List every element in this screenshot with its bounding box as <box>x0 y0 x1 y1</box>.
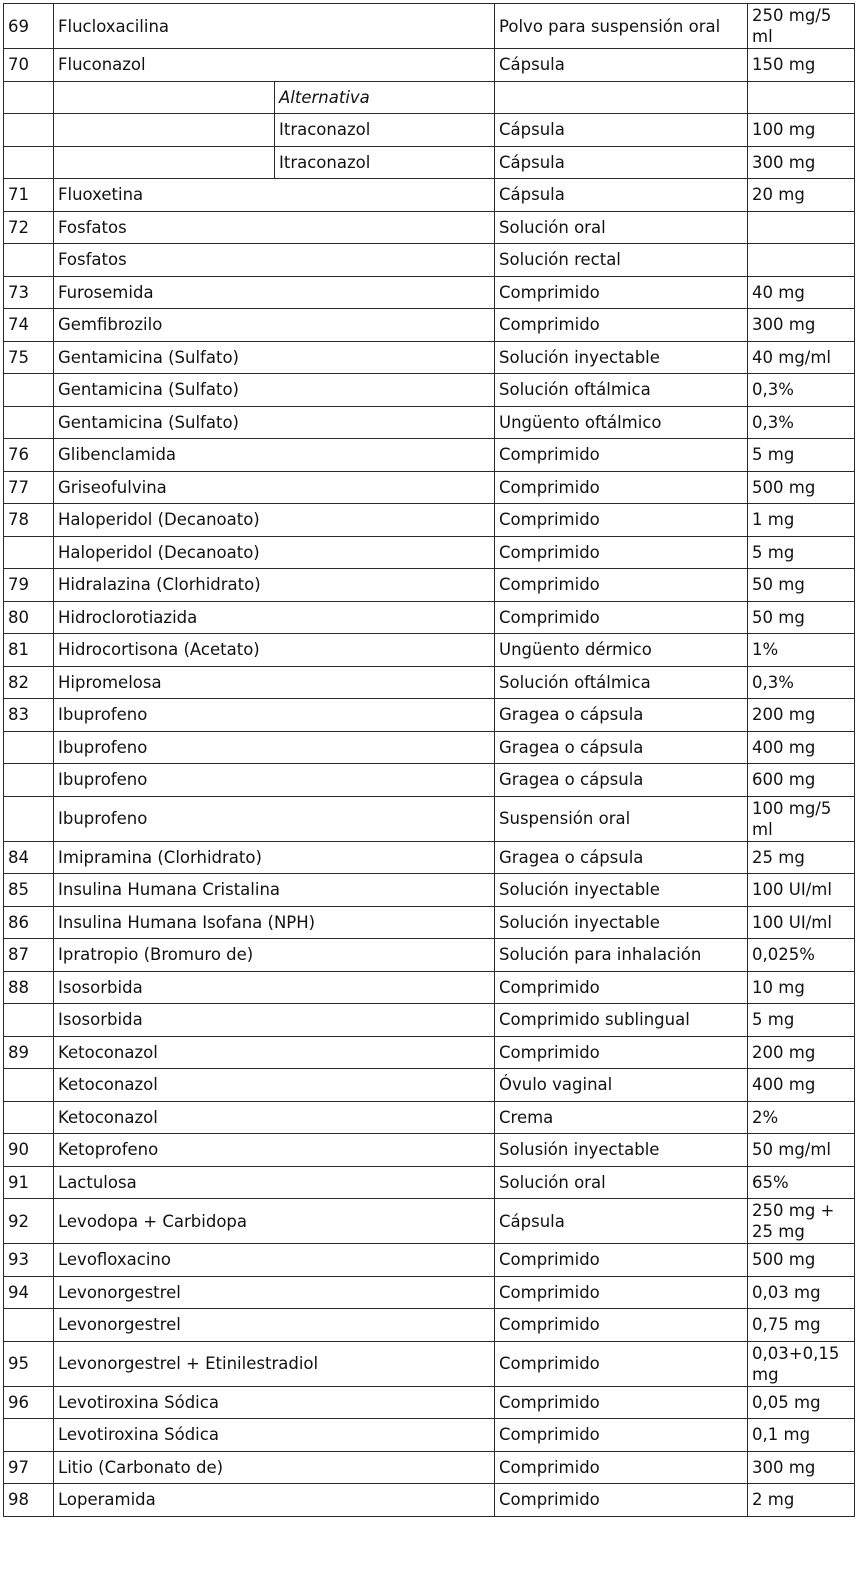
concentration-cell: 0,1 mg <box>748 1419 855 1452</box>
dosage-form-cell: Comprimido <box>495 1386 748 1419</box>
row-number-cell: 74 <box>4 309 54 342</box>
concentration-cell: 300 mg <box>748 1451 855 1484</box>
dosage-form-cell: Comprimido <box>495 309 748 342</box>
concentration-cell: 20 mg <box>748 179 855 212</box>
table-row <box>4 1484 855 1517</box>
medication-name-cell: Ibuprofeno <box>54 699 495 732</box>
dosage-form-cell: Cápsula <box>495 146 748 179</box>
medication-name-cell: Ketoconazol <box>54 1069 495 1102</box>
table-row <box>4 1341 855 1386</box>
row-number-cell <box>4 1069 54 1102</box>
row-number-cell: 96 <box>4 1386 54 1419</box>
name-cell <box>54 81 275 114</box>
dosage-form-cell: Comprimido <box>495 1451 748 1484</box>
medication-name-cell: Levofloxacino <box>54 1244 495 1277</box>
row-number-cell: 70 <box>4 49 54 82</box>
dosage-form-cell: Cápsula <box>495 1199 748 1244</box>
dosage-form-cell: Crema <box>495 1101 748 1134</box>
medication-name-cell: Levodopa + Carbidopa <box>54 1199 495 1244</box>
medication-name-cell: Litio (Carbonato de) <box>54 1451 495 1484</box>
dosage-form-cell: Comprimido <box>495 276 748 309</box>
concentration-cell: 0,3% <box>748 406 855 439</box>
dosage-form-cell: Comprimido <box>495 1484 748 1517</box>
row-number-cell: 75 <box>4 341 54 374</box>
dosage-form-cell: Comprimido sublingual <box>495 1004 748 1037</box>
concentration-cell: 150 mg <box>748 49 855 82</box>
row-number-cell <box>4 731 54 764</box>
row-number-cell: 87 <box>4 939 54 972</box>
concentration-cell: 200 mg <box>748 699 855 732</box>
row-number-cell: 84 <box>4 841 54 874</box>
dosage-form-cell: Ungüento dérmico <box>495 634 748 667</box>
row-number-cell: 85 <box>4 874 54 907</box>
concentration-cell: 5 mg <box>748 439 855 472</box>
row-number-cell <box>4 374 54 407</box>
medication-name-cell: Fosfatos <box>54 244 495 277</box>
table-row <box>4 146 855 179</box>
concentration-cell: 400 mg <box>748 1069 855 1102</box>
row-number-cell: 73 <box>4 276 54 309</box>
concentration-cell: 200 mg <box>748 1036 855 1069</box>
document-page <box>3 3 854 1517</box>
table-row <box>4 939 855 972</box>
medication-name-cell: Haloperidol (Decanoato) <box>54 536 495 569</box>
concentration-cell: 25 mg <box>748 841 855 874</box>
table-row <box>4 504 855 537</box>
dosage-form-cell: Solución inyectable <box>495 874 748 907</box>
row-number-cell <box>4 406 54 439</box>
dosage-form-cell: Gragea o cápsula <box>495 699 748 732</box>
table-row <box>4 731 855 764</box>
medication-name-cell: Hipromelosa <box>54 666 495 699</box>
table-row <box>4 1004 855 1037</box>
table-row <box>4 841 855 874</box>
row-number-cell <box>4 81 54 114</box>
row-number-cell: 80 <box>4 601 54 634</box>
alternative-cell: Itraconazol <box>275 146 495 179</box>
row-number-cell: 78 <box>4 504 54 537</box>
table-row <box>4 699 855 732</box>
table-row <box>4 634 855 667</box>
medication-name-cell: Ibuprofeno <box>54 796 495 841</box>
dosage-form-cell: Comprimido <box>495 1036 748 1069</box>
medication-name-cell: Levonorgestrel + Etinilestradiol <box>54 1341 495 1386</box>
row-number-cell <box>4 1004 54 1037</box>
medication-name-cell: Isosorbida <box>54 971 495 1004</box>
dosage-form-cell: Solución inyectable <box>495 906 748 939</box>
medication-name-cell: Ketoconazol <box>54 1036 495 1069</box>
concentration-cell: 250 mg/5 ml <box>748 4 855 49</box>
table-row <box>4 4 855 49</box>
medication-name-cell: Griseofulvina <box>54 471 495 504</box>
name-cell <box>54 114 275 147</box>
dosage-form-cell: Gragea o cápsula <box>495 841 748 874</box>
medication-table <box>3 3 855 1517</box>
medication-name-cell: Gentamicina (Sulfato) <box>54 406 495 439</box>
medication-name-cell: Ipratropio (Bromuro de) <box>54 939 495 972</box>
dosage-form-cell: Polvo para suspensión oral <box>495 4 748 49</box>
concentration-cell: 0,3% <box>748 374 855 407</box>
table-row <box>4 874 855 907</box>
concentration-cell: 0,05 mg <box>748 1386 855 1419</box>
table-row <box>4 341 855 374</box>
medication-name-cell: Insulina Humana Isofana (NPH) <box>54 906 495 939</box>
dosage-form-cell: Solución para inhalación <box>495 939 748 972</box>
concentration-cell: 600 mg <box>748 764 855 797</box>
table-row <box>4 536 855 569</box>
concentration-cell: 1 mg <box>748 504 855 537</box>
dosage-form-cell: Comprimido <box>495 439 748 472</box>
table-row <box>4 1199 855 1244</box>
table-row <box>4 1309 855 1342</box>
concentration-cell: 0,75 mg <box>748 1309 855 1342</box>
medication-name-cell: Fluoxetina <box>54 179 495 212</box>
table-row <box>4 1276 855 1309</box>
dosage-form-cell: Comprimido <box>495 1419 748 1452</box>
row-number-cell: 93 <box>4 1244 54 1277</box>
row-number-cell: 91 <box>4 1166 54 1199</box>
medication-name-cell: Glibenclamida <box>54 439 495 472</box>
concentration-cell: 300 mg <box>748 309 855 342</box>
table-row <box>4 244 855 277</box>
table-row <box>4 276 855 309</box>
row-number-cell <box>4 244 54 277</box>
dosage-form-cell <box>495 81 748 114</box>
dosage-form-cell: Solución oral <box>495 211 748 244</box>
row-number-cell <box>4 764 54 797</box>
medication-name-cell: Ibuprofeno <box>54 764 495 797</box>
dosage-form-cell: Solución oftálmica <box>495 374 748 407</box>
medication-name-cell: Levotiroxina Sódica <box>54 1386 495 1419</box>
table-row <box>4 1419 855 1452</box>
alternative-cell: Itraconazol <box>275 114 495 147</box>
dosage-form-cell: Gragea o cápsula <box>495 764 748 797</box>
concentration-cell: 400 mg <box>748 731 855 764</box>
dosage-form-cell: Óvulo vaginal <box>495 1069 748 1102</box>
row-number-cell <box>4 146 54 179</box>
alternative-cell: Alternativa <box>275 81 495 114</box>
row-number-cell <box>4 1309 54 1342</box>
concentration-cell <box>748 211 855 244</box>
medication-name-cell: Fosfatos <box>54 211 495 244</box>
concentration-cell: 500 mg <box>748 471 855 504</box>
dosage-form-cell: Comprimido <box>495 601 748 634</box>
table-row <box>4 81 855 114</box>
row-number-cell <box>4 536 54 569</box>
medication-name-cell: Loperamida <box>54 1484 495 1517</box>
dosage-form-cell: Comprimido <box>495 1309 748 1342</box>
row-number-cell: 95 <box>4 1341 54 1386</box>
dosage-form-cell: Comprimido <box>495 1341 748 1386</box>
medication-name-cell: Levonorgestrel <box>54 1276 495 1309</box>
table-row <box>4 439 855 472</box>
row-number-cell: 89 <box>4 1036 54 1069</box>
row-number-cell <box>4 1101 54 1134</box>
row-number-cell: 77 <box>4 471 54 504</box>
concentration-cell: 40 mg <box>748 276 855 309</box>
row-number-cell: 88 <box>4 971 54 1004</box>
table-row <box>4 764 855 797</box>
dosage-form-cell: Solución oral <box>495 1166 748 1199</box>
row-number-cell: 71 <box>4 179 54 212</box>
concentration-cell: 5 mg <box>748 536 855 569</box>
dosage-form-cell: Comprimido <box>495 569 748 602</box>
dosage-form-cell: Solución rectal <box>495 244 748 277</box>
concentration-cell: 250 mg + 25 mg <box>748 1199 855 1244</box>
concentration-cell: 50 mg/ml <box>748 1134 855 1167</box>
table-row <box>4 601 855 634</box>
name-cell <box>54 146 275 179</box>
row-number-cell: 72 <box>4 211 54 244</box>
table-row <box>4 406 855 439</box>
concentration-cell: 40 mg/ml <box>748 341 855 374</box>
concentration-cell: 2 mg <box>748 1484 855 1517</box>
concentration-cell: 65% <box>748 1166 855 1199</box>
table-row <box>4 1386 855 1419</box>
concentration-cell: 100 UI/ml <box>748 906 855 939</box>
dosage-form-cell: Comprimido <box>495 1276 748 1309</box>
dosage-form-cell: Suspensión oral <box>495 796 748 841</box>
concentration-cell: 100 mg/5 ml <box>748 796 855 841</box>
concentration-cell: 100 mg <box>748 114 855 147</box>
medication-name-cell: Imipramina (Clorhidrato) <box>54 841 495 874</box>
medication-name-cell: Hidroclorotiazida <box>54 601 495 634</box>
row-number-cell <box>4 114 54 147</box>
table-row <box>4 1244 855 1277</box>
concentration-cell <box>748 81 855 114</box>
table-row <box>4 309 855 342</box>
table-row <box>4 374 855 407</box>
table-row <box>4 1101 855 1134</box>
dosage-form-cell: Ungüento oftálmico <box>495 406 748 439</box>
row-number-cell: 97 <box>4 1451 54 1484</box>
row-number-cell: 92 <box>4 1199 54 1244</box>
row-number-cell <box>4 1419 54 1452</box>
medication-name-cell: Haloperidol (Decanoato) <box>54 504 495 537</box>
dosage-form-cell: Solusión inyectable <box>495 1134 748 1167</box>
medication-table-body <box>4 4 855 1517</box>
concentration-cell: 0,03+0,15 mg <box>748 1341 855 1386</box>
table-row <box>4 971 855 1004</box>
medication-name-cell: Gemfibrozilo <box>54 309 495 342</box>
dosage-form-cell: Solución oftálmica <box>495 666 748 699</box>
medication-name-cell: Ketoconazol <box>54 1101 495 1134</box>
dosage-form-cell: Cápsula <box>495 114 748 147</box>
row-number-cell: 86 <box>4 906 54 939</box>
medication-name-cell: Insulina Humana Cristalina <box>54 874 495 907</box>
medication-name-cell: Levotiroxina Sódica <box>54 1419 495 1452</box>
medication-name-cell: Hidrocortisona (Acetato) <box>54 634 495 667</box>
medication-name-cell: Hidralazina (Clorhidrato) <box>54 569 495 602</box>
medication-name-cell: Levonorgestrel <box>54 1309 495 1342</box>
table-row <box>4 1069 855 1102</box>
table-row <box>4 1451 855 1484</box>
table-row <box>4 211 855 244</box>
dosage-form-cell: Cápsula <box>495 49 748 82</box>
table-row <box>4 49 855 82</box>
concentration-cell: 0,025% <box>748 939 855 972</box>
medication-name-cell: Fluconazol <box>54 49 495 82</box>
row-number-cell: 82 <box>4 666 54 699</box>
dosage-form-cell: Comprimido <box>495 1244 748 1277</box>
table-row <box>4 114 855 147</box>
dosage-form-cell: Comprimido <box>495 536 748 569</box>
medication-name-cell: Lactulosa <box>54 1166 495 1199</box>
medication-name-cell: Ketoprofeno <box>54 1134 495 1167</box>
table-row <box>4 1036 855 1069</box>
medication-name-cell: Gentamicina (Sulfato) <box>54 374 495 407</box>
medication-name-cell: Gentamicina (Sulfato) <box>54 341 495 374</box>
row-number-cell: 69 <box>4 4 54 49</box>
medication-name-cell: Ibuprofeno <box>54 731 495 764</box>
concentration-cell: 100 UI/ml <box>748 874 855 907</box>
table-row <box>4 666 855 699</box>
table-row <box>4 179 855 212</box>
medication-name-cell: Furosemida <box>54 276 495 309</box>
dosage-form-cell: Cápsula <box>495 179 748 212</box>
concentration-cell: 300 mg <box>748 146 855 179</box>
concentration-cell: 50 mg <box>748 601 855 634</box>
concentration-cell: 0,3% <box>748 666 855 699</box>
row-number-cell: 83 <box>4 699 54 732</box>
row-number-cell: 79 <box>4 569 54 602</box>
row-number-cell: 76 <box>4 439 54 472</box>
row-number-cell: 94 <box>4 1276 54 1309</box>
medication-name-cell: Flucloxacilina <box>54 4 495 49</box>
concentration-cell: 5 mg <box>748 1004 855 1037</box>
dosage-form-cell: Comprimido <box>495 971 748 1004</box>
dosage-form-cell: Solución inyectable <box>495 341 748 374</box>
table-row <box>4 906 855 939</box>
row-number-cell: 81 <box>4 634 54 667</box>
concentration-cell: 0,03 mg <box>748 1276 855 1309</box>
table-row <box>4 796 855 841</box>
dosage-form-cell: Comprimido <box>495 471 748 504</box>
table-row <box>4 471 855 504</box>
table-row <box>4 1166 855 1199</box>
concentration-cell: 1% <box>748 634 855 667</box>
table-row <box>4 1134 855 1167</box>
concentration-cell: 500 mg <box>748 1244 855 1277</box>
concentration-cell <box>748 244 855 277</box>
concentration-cell: 2% <box>748 1101 855 1134</box>
row-number-cell: 90 <box>4 1134 54 1167</box>
dosage-form-cell: Gragea o cápsula <box>495 731 748 764</box>
concentration-cell: 50 mg <box>748 569 855 602</box>
dosage-form-cell: Comprimido <box>495 504 748 537</box>
row-number-cell <box>4 796 54 841</box>
row-number-cell: 98 <box>4 1484 54 1517</box>
concentration-cell: 10 mg <box>748 971 855 1004</box>
table-row <box>4 569 855 602</box>
medication-name-cell: Isosorbida <box>54 1004 495 1037</box>
